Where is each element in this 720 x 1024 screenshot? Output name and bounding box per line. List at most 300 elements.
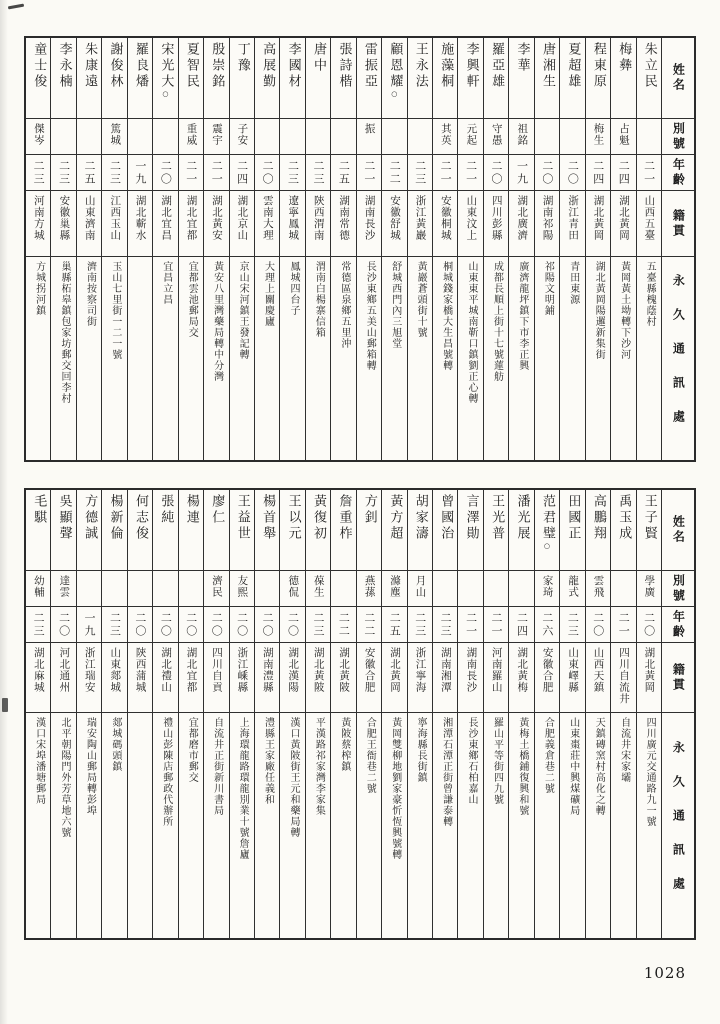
- person-alias-cell: [153, 118, 177, 154]
- person-address: 黃岡雙柳地劉家豪忻恆興號轉: [389, 717, 401, 860]
- person-name: 張純: [158, 494, 174, 526]
- person-age: 二三: [108, 611, 122, 638]
- person-native-place-cell: [255, 190, 279, 256]
- person-address-cell: [26, 256, 50, 460]
- person-address: 湖北黃岡陽邏新集街: [593, 261, 605, 360]
- person-alias-cell: [357, 570, 381, 606]
- person-age-cell: [509, 154, 533, 190]
- person-native-place-cell: [458, 190, 482, 256]
- person-native-place: 湖北漢陽: [287, 647, 300, 693]
- person-age-cell: [484, 154, 508, 190]
- person-name: 毛騏: [31, 494, 47, 526]
- person-name-cell: [408, 38, 432, 118]
- person-age-cell: [408, 606, 432, 642]
- person-native-place-cell: [408, 642, 432, 712]
- person-address-cell: [128, 712, 152, 938]
- person-native-place-cell: [509, 190, 533, 256]
- column-header-label: 別號: [671, 573, 686, 604]
- person-alias: 重威: [185, 123, 198, 146]
- person-alias: 月山: [414, 575, 427, 598]
- person-address-cell: [230, 256, 254, 460]
- person-column: [330, 38, 355, 460]
- column-header-label: 籍貫: [671, 662, 686, 693]
- person-address: 青田東源: [567, 261, 579, 305]
- person-age: 二一: [464, 611, 478, 638]
- person-name: 胡家濤: [412, 494, 428, 542]
- person-native-place: 湖北黃安: [210, 195, 223, 241]
- person-native-place-cell: [77, 190, 101, 256]
- person-address: 京山宋河鎮王發記轉: [237, 261, 249, 360]
- person-native-place-cell: [637, 642, 661, 712]
- person-alias: 雲飛: [592, 575, 605, 598]
- person-name-cell: [408, 490, 432, 570]
- person-native-place-cell: [51, 642, 75, 712]
- person-alias-cell: [433, 118, 457, 154]
- person-column: [50, 38, 75, 460]
- person-native-place-cell: [255, 642, 279, 712]
- person-age-cell: [280, 606, 304, 642]
- person-alias-cell: [408, 118, 432, 154]
- person-age: 二一: [210, 159, 224, 186]
- person-age: 二一: [184, 159, 198, 186]
- person-native-place-cell: [433, 190, 457, 256]
- person-age: 一九: [515, 159, 529, 186]
- person-age: 二二: [388, 159, 402, 186]
- person-alias-cell: [509, 118, 533, 154]
- person-name-cell: [77, 38, 101, 118]
- person-native-place: 湖北蘄水: [134, 195, 147, 241]
- person-name-cell: [458, 490, 482, 570]
- person-native-place: 安徽合肥: [541, 647, 554, 693]
- person-name: 張詩楷: [336, 42, 352, 90]
- person-native-place: 陝西蒲城: [134, 647, 147, 693]
- person-native-place: 山東嶧縣: [567, 647, 580, 693]
- person-column: [559, 38, 584, 460]
- person-alias-cell: [306, 570, 330, 606]
- person-age-cell: [153, 606, 177, 642]
- person-name-cell: [433, 38, 457, 118]
- person-address: 宜都磨市郵交: [186, 717, 198, 783]
- person-alias-cell: [280, 118, 304, 154]
- person-address-cell: [204, 712, 228, 938]
- person-name-cell: [331, 490, 355, 570]
- person-age: 二〇: [159, 611, 173, 638]
- person-age: 二三: [32, 611, 46, 638]
- person-column: [407, 38, 432, 460]
- person-column: [50, 490, 75, 938]
- person-name-cell: [560, 490, 584, 570]
- person-native-place: 雲南大理: [261, 195, 274, 241]
- column-header-cell: [662, 38, 694, 118]
- column-header-cell: [662, 118, 694, 154]
- person-name-cell: [433, 490, 457, 570]
- person-name-cell: [128, 490, 152, 570]
- person-age: 二〇: [642, 611, 656, 638]
- person-name: 唐中: [311, 42, 327, 74]
- person-native-place-cell: [357, 190, 381, 256]
- person-age: 二四: [235, 159, 249, 186]
- person-name-cell: [280, 490, 304, 570]
- person-address: 成都長順上街十七號蓮舫: [491, 261, 503, 382]
- person-address: 瑞安陶山郵局轉彭埠: [84, 717, 96, 816]
- person-native-place-cell: [382, 190, 406, 256]
- person-name-cell: [204, 490, 228, 570]
- person-age-cell: [586, 154, 610, 190]
- person-native-place-cell: [51, 190, 75, 256]
- person-name: 高展勤: [260, 42, 276, 90]
- person-alias-cell: [560, 570, 584, 606]
- column-header-label: 永久通訊處: [671, 273, 686, 444]
- person-address: 五臺縣槐蔭村: [644, 261, 656, 327]
- person-native-place-cell: [611, 190, 635, 256]
- person-age: 二五: [337, 159, 351, 186]
- person-native-place-cell: [26, 190, 50, 256]
- person-age: 二三: [311, 611, 325, 638]
- person-name: 禹玉成: [616, 494, 632, 542]
- column-header-cell: [662, 256, 694, 460]
- person-alias-cell: [331, 570, 355, 606]
- person-native-place-cell: [179, 190, 203, 256]
- person-address-cell: [535, 256, 559, 460]
- person-column: [534, 38, 559, 460]
- person-native-place-cell: [408, 190, 432, 256]
- person-name: 羅亞雄: [489, 42, 505, 90]
- person-native-place-cell: [77, 642, 101, 712]
- person-age-cell: [128, 606, 152, 642]
- person-native-place: 湖南澧縣: [261, 647, 274, 693]
- name-annotation: ○: [390, 90, 399, 98]
- person-alias-cell: [458, 570, 482, 606]
- person-age-cell: [331, 606, 355, 642]
- person-address: 長沙東鄉五美山郵箱轉: [364, 261, 376, 371]
- person-native-place-cell: [484, 190, 508, 256]
- person-name-cell: [51, 38, 75, 118]
- person-alias-cell: [637, 118, 661, 154]
- person-name-cell: [306, 38, 330, 118]
- person-age: 二〇: [159, 159, 173, 186]
- person-native-place-cell: [230, 190, 254, 256]
- person-column: [305, 38, 330, 460]
- person-name-cell: [586, 490, 610, 570]
- person-column: [356, 38, 381, 460]
- column-header-cell: [662, 190, 694, 256]
- person-column: [457, 38, 482, 460]
- person-name-cell: [509, 490, 533, 570]
- person-alias-cell: [128, 570, 152, 606]
- person-age-cell: [230, 154, 254, 190]
- person-native-place-cell: [128, 190, 152, 256]
- person-address: 舒城西門內三旭堂: [389, 261, 401, 349]
- person-address-cell: [306, 712, 330, 938]
- person-alias-cell: [611, 118, 635, 154]
- person-name-cell: [637, 38, 661, 118]
- person-name: 田國正: [565, 494, 581, 542]
- person-alias: 家琦: [541, 575, 554, 598]
- person-alias-cell: [51, 570, 75, 606]
- person-name: 黃復初: [311, 494, 327, 542]
- person-address: 自流井宋家壩: [618, 717, 630, 783]
- person-alias: 振: [363, 123, 376, 135]
- person-address-cell: [26, 712, 50, 938]
- person-native-place-cell: [331, 642, 355, 712]
- person-address: 廣濟龍坪鎮下市李正興: [516, 261, 528, 371]
- person-name: 李華: [514, 42, 530, 74]
- person-alias-cell: [637, 570, 661, 606]
- person-alias-cell: [484, 570, 508, 606]
- person-address: 山東棗莊中興煤礦局: [567, 717, 579, 816]
- person-address-cell: [230, 712, 254, 938]
- person-name: 童士俊: [31, 42, 47, 90]
- person-address-cell: [509, 712, 533, 938]
- person-name: 方德誠: [82, 494, 98, 542]
- person-native-place: 湖北麻城: [32, 647, 45, 693]
- person-address: 渭南白楊寨信箱: [313, 261, 325, 338]
- person-age-cell: [357, 154, 381, 190]
- person-alias-cell: [560, 118, 584, 154]
- person-age-cell: [560, 154, 584, 190]
- person-age-cell: [26, 154, 50, 190]
- column-header-cell: [662, 606, 694, 642]
- person-alias-cell: [204, 118, 228, 154]
- person-address-cell: [560, 256, 584, 460]
- person-alias-cell: [26, 118, 50, 154]
- person-column: [585, 38, 610, 460]
- person-native-place: 江西玉山: [109, 195, 122, 241]
- person-address-cell: [637, 256, 661, 460]
- person-column: [203, 38, 228, 460]
- person-age: 二三: [413, 611, 427, 638]
- person-column: [254, 38, 279, 460]
- person-name: 楊首舉: [260, 494, 276, 542]
- person-address: 郯城碼頭鎮: [109, 717, 121, 772]
- person-address-cell: [382, 712, 406, 938]
- person-native-place-cell: [458, 642, 482, 712]
- person-address-cell: [433, 712, 457, 938]
- person-native-place: 湖南常德: [338, 195, 351, 241]
- person-address: 黃岡黃土坳轉下沙河: [618, 261, 630, 360]
- person-age: 二〇: [57, 611, 71, 638]
- person-native-place: 湖南祁陽: [541, 195, 554, 241]
- person-age-cell: [280, 154, 304, 190]
- person-age-cell: [77, 606, 101, 642]
- person-address-cell: [611, 712, 635, 938]
- person-name-cell: [458, 38, 482, 118]
- person-name-cell: [560, 38, 584, 118]
- person-alias-cell: [179, 570, 203, 606]
- person-column: [534, 490, 559, 938]
- person-name: 言澤勛: [463, 494, 479, 542]
- person-address: 大理上關慶廬: [262, 261, 274, 327]
- person-column: [432, 38, 457, 460]
- person-native-place: 湖北黃岡: [592, 195, 605, 241]
- person-address-cell: [255, 256, 279, 460]
- person-age: 二三: [566, 611, 580, 638]
- person-alias-cell: [586, 118, 610, 154]
- person-alias-cell: [280, 570, 304, 606]
- person-age-cell: [255, 606, 279, 642]
- person-native-place: 湖北黃陂: [338, 647, 351, 693]
- person-name-cell: [102, 490, 126, 570]
- page-number: 1028: [643, 964, 686, 982]
- person-native-place: 山東濟南: [83, 195, 96, 241]
- person-alias-cell: [306, 118, 330, 154]
- person-age: 二三: [32, 159, 46, 186]
- person-name: 潘光展: [514, 494, 530, 542]
- person-native-place-cell: [280, 190, 304, 256]
- person-native-place: 山東汶上: [465, 195, 478, 241]
- person-age: 二〇: [540, 159, 554, 186]
- person-age: 二〇: [566, 159, 580, 186]
- person-age: 二〇: [210, 611, 224, 638]
- person-age-cell: [408, 154, 432, 190]
- person-address-cell: [331, 712, 355, 938]
- person-age: 二一: [617, 611, 631, 638]
- person-age-cell: [77, 154, 101, 190]
- person-address-cell: [611, 256, 635, 460]
- person-name: 丁豫: [234, 42, 250, 74]
- person-alias-cell: [230, 118, 254, 154]
- person-column: [330, 490, 355, 938]
- header-column: [661, 38, 694, 460]
- person-age-cell: [458, 154, 482, 190]
- person-native-place-cell: [306, 642, 330, 712]
- person-name: 何志俊: [132, 494, 148, 542]
- person-name: 顧恩耀○: [387, 42, 403, 98]
- person-address: 羅山平等街四九號: [491, 717, 503, 805]
- person-native-place: 湖北黃岡: [643, 647, 656, 693]
- person-name: 楊連: [183, 494, 199, 526]
- person-native-place-cell: [637, 190, 661, 256]
- person-native-place-cell: [179, 642, 203, 712]
- person-address-cell: [357, 256, 381, 460]
- column-header-label: 籍貫: [671, 208, 686, 239]
- person-name: 程東原: [590, 42, 606, 90]
- person-age-cell: [484, 606, 508, 642]
- person-alias-cell: [535, 570, 559, 606]
- person-address: 天鎮磚窯村高化之轉: [593, 717, 605, 816]
- person-column: [381, 490, 406, 938]
- person-name-cell: [586, 38, 610, 118]
- person-alias: 濟民: [210, 575, 223, 598]
- person-native-place: 安徽舒城: [389, 195, 401, 241]
- person-native-place: 河南方城: [32, 195, 45, 241]
- person-address: 黃安八里灣藥局轉中分灣: [211, 261, 223, 382]
- person-name-cell: [382, 38, 406, 118]
- person-name-cell: [484, 490, 508, 570]
- person-name-cell: [611, 38, 635, 118]
- column-header-label: 別號: [671, 121, 686, 152]
- person-age-cell: [611, 606, 635, 642]
- person-address-cell: [102, 256, 126, 460]
- column-header-cell: [662, 490, 694, 570]
- person-native-place-cell: [153, 190, 177, 256]
- person-address: 巢縣柘皋鎮包家坊郵交回李村: [59, 261, 71, 404]
- person-column: [610, 38, 635, 460]
- scan-artifact: [2, 698, 8, 712]
- person-age-cell: [179, 606, 203, 642]
- person-name-cell: [230, 38, 254, 118]
- person-name: 李國材: [285, 42, 301, 90]
- person-age: 二一: [439, 159, 453, 186]
- person-native-place-cell: [433, 642, 457, 712]
- person-address: 自流井正街新川書局: [211, 717, 223, 816]
- person-alias: 守愚: [490, 123, 503, 146]
- person-alias-cell: [128, 118, 152, 154]
- person-address-cell: [51, 256, 75, 460]
- person-name: 夏智民: [183, 42, 199, 90]
- person-address-cell: [204, 256, 228, 460]
- person-alias: 震宇: [210, 123, 223, 146]
- person-name-cell: [255, 38, 279, 118]
- person-age-cell: [382, 154, 406, 190]
- person-alias-cell: [77, 118, 101, 154]
- person-column: [152, 490, 177, 938]
- person-native-place: 浙江黃巖: [414, 195, 427, 241]
- person-address-cell: [484, 712, 508, 938]
- person-native-place: 湖南長沙: [465, 647, 478, 693]
- person-address-cell: [509, 256, 533, 460]
- person-address-cell: [77, 712, 101, 938]
- column-header-cell: [662, 154, 694, 190]
- person-native-place-cell: [535, 190, 559, 256]
- person-column: [76, 38, 101, 460]
- person-alias: 滌塵: [389, 575, 401, 598]
- person-address: 上海環龍路環龍別業十號詹廬: [237, 717, 249, 860]
- person-address: 黃梅土橋鋪復興和號: [516, 717, 528, 816]
- person-column: [26, 490, 50, 938]
- person-native-place-cell: [102, 642, 126, 712]
- person-alias: 元起: [465, 123, 478, 146]
- person-address-cell: [357, 712, 381, 938]
- person-name-cell: [306, 490, 330, 570]
- person-name: 方釗: [361, 494, 377, 526]
- person-column: [152, 38, 177, 460]
- person-age-cell: [637, 154, 661, 190]
- person-column: [279, 38, 304, 460]
- person-age: 二五: [388, 611, 402, 638]
- person-age: 一九: [133, 159, 147, 186]
- person-name: 施藻桐: [438, 42, 454, 90]
- person-column: [585, 490, 610, 938]
- person-name-cell: [179, 490, 203, 570]
- person-address-cell: [179, 256, 203, 460]
- header-column: [661, 490, 694, 938]
- person-native-place: 河北通州: [58, 647, 71, 693]
- person-column: [508, 38, 533, 460]
- person-name: 王光普: [489, 494, 505, 542]
- person-alias-cell: [51, 118, 75, 154]
- column-header-label: 年齡: [671, 609, 686, 640]
- person-alias-cell: [102, 570, 126, 606]
- person-column: [407, 490, 432, 938]
- column-header-cell: [662, 570, 694, 606]
- person-age-cell: [306, 154, 330, 190]
- person-age-cell: [179, 154, 203, 190]
- person-column: [305, 490, 330, 938]
- person-age-cell: [509, 606, 533, 642]
- person-age-cell: [611, 154, 635, 190]
- person-age-cell: [51, 154, 75, 190]
- person-name-cell: [331, 38, 355, 118]
- person-alias: 友熙: [236, 575, 249, 598]
- person-address: 鳳城四台子: [287, 261, 299, 316]
- person-address: 漢口宋埠潘塘郵局: [33, 717, 45, 805]
- person-column: [101, 490, 126, 938]
- person-age-cell: [255, 154, 279, 190]
- person-alias: 德侃: [287, 575, 300, 598]
- column-header-label: 永久通訊處: [671, 740, 686, 911]
- person-native-place: 湖南湘潭: [439, 647, 452, 693]
